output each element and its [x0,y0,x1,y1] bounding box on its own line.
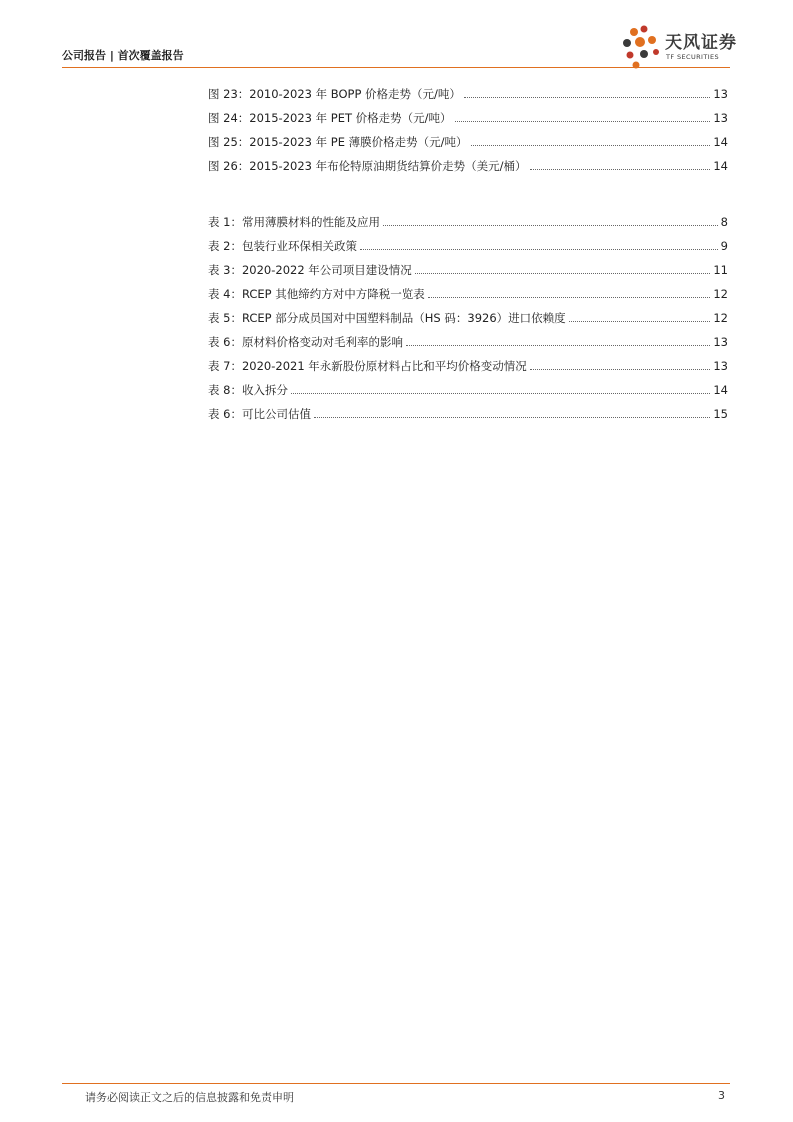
toc-entry[interactable] [208,149,728,173]
toc-entry[interactable] [208,205,728,229]
toc-entry-page: 11 [713,263,728,277]
dot-leader [314,417,710,418]
logo-text-cn: 天风证券 [665,33,737,53]
flower-logo-icon [620,22,664,72]
table-list [208,205,728,421]
logo-text-en: TF SECURITIES [666,53,720,61]
dot-leader [464,97,710,98]
toc-entry-label: 表 7：2020-2021 年永新股份原材料占比和平均价格变动情况 [208,359,527,373]
disclaimer-text: 请务必阅读正文之后的信息披露和免责申明 [85,1091,294,1104]
toc-entry-label: 图 23：2010-2023 年 BOPP 价格走势（元/吨） [208,87,461,101]
toc-entry-page: 15 [713,407,728,421]
toc-entry-label: 图 25：2015-2023 年 PE 薄膜价格走势（元/吨） [208,135,468,149]
toc-entry-label: 表 2：包装行业环保相关政策 [208,239,357,253]
dot-leader [530,169,711,170]
dot-leader [530,369,711,370]
page-number: 3 [718,1089,725,1102]
toc-entry-page: 14 [713,159,728,173]
toc-entry-label: 表 3：2020-2022 年公司项目建设情况 [208,263,412,277]
toc-entry-label: 图 26：2015-2023 年布伦特原油期货结算价走势（美元/桶） [208,159,527,173]
company-logo [620,22,740,72]
toc-entry-page: 13 [713,87,728,101]
toc-entry-label: 表 4：RCEP 其他缔约方对中方降税一览表 [208,287,425,301]
dot-leader [428,297,711,298]
toc-entry[interactable] [208,125,728,149]
dot-leader [383,225,718,226]
toc-entry-page: 9 [720,239,728,253]
dot-leader [569,321,711,322]
toc-entry-label: 表 1：常用薄膜材料的性能及应用 [208,215,380,229]
dot-leader [406,345,710,346]
toc-entry-label: 表 6：原材料价格变动对毛利率的影响 [208,335,403,349]
toc-entry-page: 13 [713,359,728,373]
toc-entry-page: 14 [713,383,728,397]
toc-entry-label: 表 8：收入拆分 [208,383,288,397]
toc-entry-page: 12 [713,311,728,325]
toc-entry-page: 8 [720,215,728,229]
toc-entry[interactable] [208,101,728,125]
footer-divider [62,1083,730,1084]
dot-leader [415,273,711,274]
toc-entry-page: 12 [713,287,728,301]
dot-leader [455,121,711,122]
figure-list [208,77,728,173]
toc-entry-page: 14 [713,135,728,149]
toc-entry-page: 13 [713,111,728,125]
toc-entry[interactable] [208,325,728,349]
dot-leader [360,249,718,250]
toc-entry[interactable] [208,229,728,253]
toc-entry[interactable] [208,253,728,277]
toc-entry[interactable] [208,349,728,373]
toc-entry[interactable] [208,301,728,325]
toc-entry[interactable] [208,373,728,397]
toc-entry-label: 图 24：2015-2023 年 PET 价格走势（元/吨） [208,111,452,125]
toc-entry-label: 表 5：RCEP 部分成员国对中国塑料制品（HS 码：3926）进口依赖度 [208,311,566,325]
toc-entry[interactable] [208,277,728,301]
toc-entry[interactable] [208,77,728,101]
toc-entry-page: 13 [713,335,728,349]
dot-leader [291,393,710,394]
dot-leader [471,145,711,146]
report-type-title: 公司报告 | 首次覆盖报告 [62,49,184,62]
toc-entry-label: 表 6：可比公司估值 [208,407,311,421]
header-divider [62,67,730,68]
toc-entry[interactable] [208,397,728,421]
